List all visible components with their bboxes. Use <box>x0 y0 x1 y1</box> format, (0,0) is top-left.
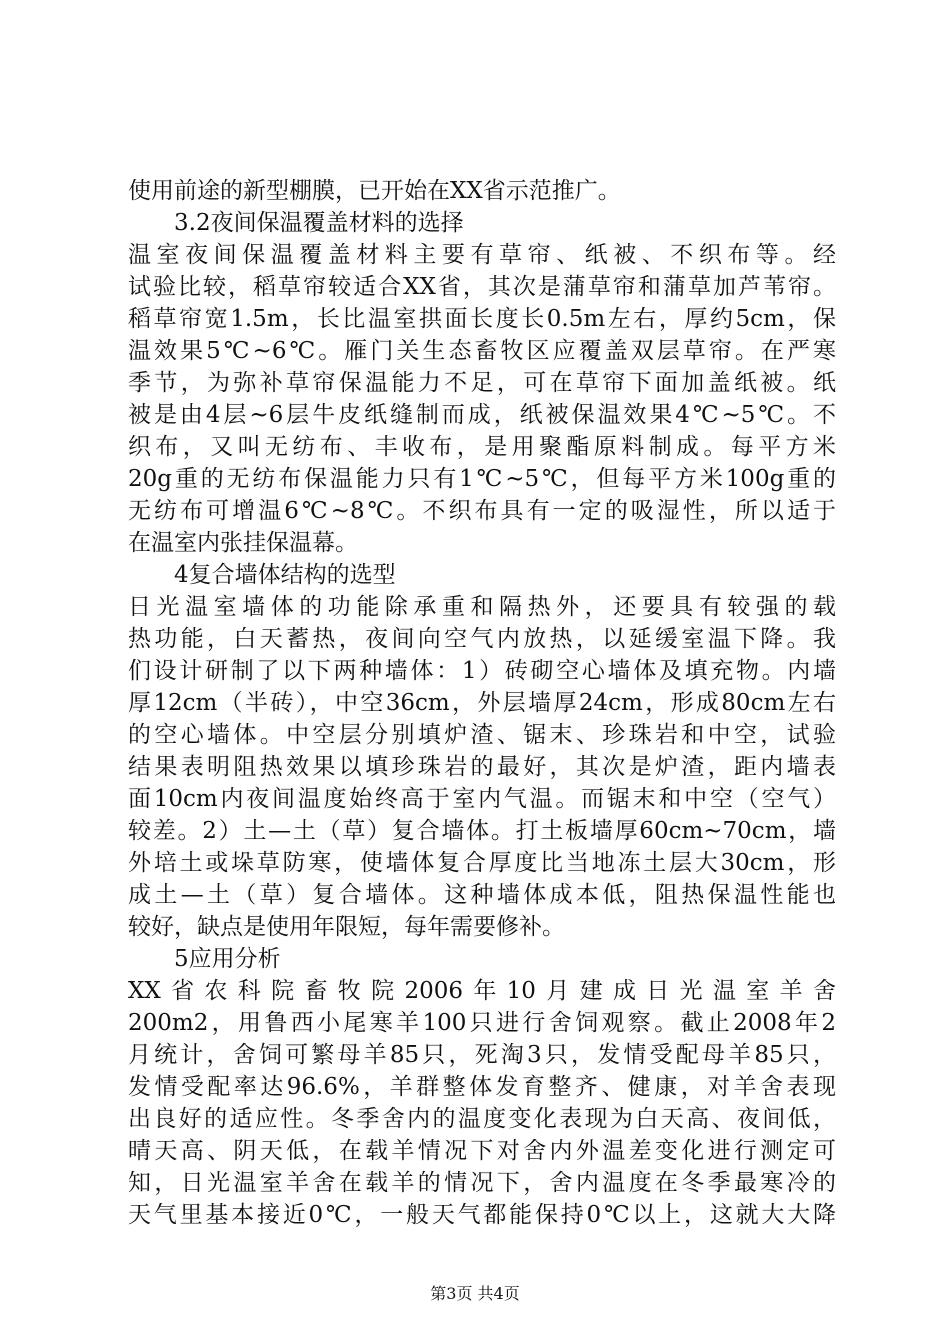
text-line: 在温室内张挂保温幕。 <box>128 530 358 556</box>
text-line: 厚12cm（半砖），中空36cm，外层墙厚24cm，形成80cm左右 <box>128 690 836 716</box>
text-line: 面10cm内夜间温度始终高于室内气温。而锯末和中空（空气） <box>128 786 836 812</box>
text-line: 较差。2）土—土（草）复合墙体。打土板墙厚60cm~70cm，墙 <box>128 818 836 844</box>
document-body <box>128 175 836 1231</box>
text-line: 试验比较，稻草帘较适合XX省，其次是蒲草帘和蒲草加芦苇帘。 <box>128 274 836 300</box>
text-line: 们设计研制了以下两种墙体：1）砖砌空心墙体及填充物。内墙 <box>128 658 836 684</box>
section-heading: 4复合墙体结构的选型 <box>174 562 396 588</box>
text-line: 月统计，舍饲可繁母羊85只，死淘3只，发情受配母羊85只， <box>128 1042 836 1068</box>
section-heading: 5应用分析 <box>174 946 281 972</box>
text-line: 天气里基本接近0℃，一般天气都能保持0℃以上，这就大大降 <box>128 1202 836 1228</box>
text-line: 季节，为弥补草帘保温能力不足，可在草帘下面加盖纸被。纸 <box>128 370 836 396</box>
text-line: 日光温室墙体的功能除承重和隔热外，还要具有较强的载 <box>128 594 836 620</box>
text-line: 外培土或垛草防寒，使墙体复合厚度比当地冻土层大30cm，形 <box>128 850 836 876</box>
text-line: 织布，又叫无纺布、丰收布，是用聚酯原料制成。每平方米 <box>128 434 836 460</box>
text-line: 稻草帘宽1.5m，长比温室拱面长度长0.5m左右，厚约5cm，保 <box>128 306 836 332</box>
text-line: 较好，缺点是使用年限短，每年需要修补。 <box>128 914 565 940</box>
text-line: 结果表明阻热效果以填珍珠岩的最好，其次是炉渣，距内墙表 <box>128 754 836 780</box>
text-line: 无纺布可增温6℃~8℃。不织布具有一定的吸湿性，所以适于 <box>128 498 836 524</box>
text-line: 使用前途的新型棚膜，已开始在XX省示范推广。 <box>128 178 621 204</box>
text-line: 被是由4层~6层牛皮纸缝制而成，纸被保温效果4℃~5℃。不 <box>128 402 836 428</box>
text-line: 200m2，用鲁西小尾寒羊100只进行舍饲观察。截止2008年2 <box>128 1010 836 1036</box>
text-line: 知，日光温室羊舍在载羊的情况下，舍内温度在冬季最寒冷的 <box>128 1170 836 1196</box>
page-footer: 第3页 共4页 <box>430 1284 520 1303</box>
section-heading: 3.2夜间保温覆盖材料的选择 <box>174 210 464 236</box>
text-line: 晴天高、阴天低，在载羊情况下对舍内外温差变化进行测定可 <box>128 1138 836 1164</box>
text-line: 温室夜间保温覆盖材料主要有草帘、纸被、不织布等。经 <box>128 242 836 268</box>
text-line: 热功能，白天蓄热，夜间向空气内放热，以延缓室温下降。我 <box>128 626 836 652</box>
text-line: 20g重的无纺布保温能力只有1℃~5℃，但每平方米100g重的 <box>128 466 836 492</box>
text-line: 发情受配率达96.6%，羊群整体发育整齐、健康，对羊舍表现 <box>128 1074 836 1100</box>
text-line: 成土—土（草）复合墙体。这种墙体成本低，阻热保温性能也 <box>128 882 836 908</box>
text-line: XX省农科院畜牧院2006年10月建成日光温室羊舍 <box>128 978 836 1004</box>
text-line: 的空心墙体。中空层分别填炉渣、锯末、珍珠岩和中空，试验 <box>128 722 836 748</box>
text-line: 温效果5℃~6℃。雁门关生态畜牧区应覆盖双层草帘。在严寒 <box>128 338 836 364</box>
text-line: 出良好的适应性。冬季舍内的温度变化表现为白天高、夜间低， <box>128 1106 836 1132</box>
